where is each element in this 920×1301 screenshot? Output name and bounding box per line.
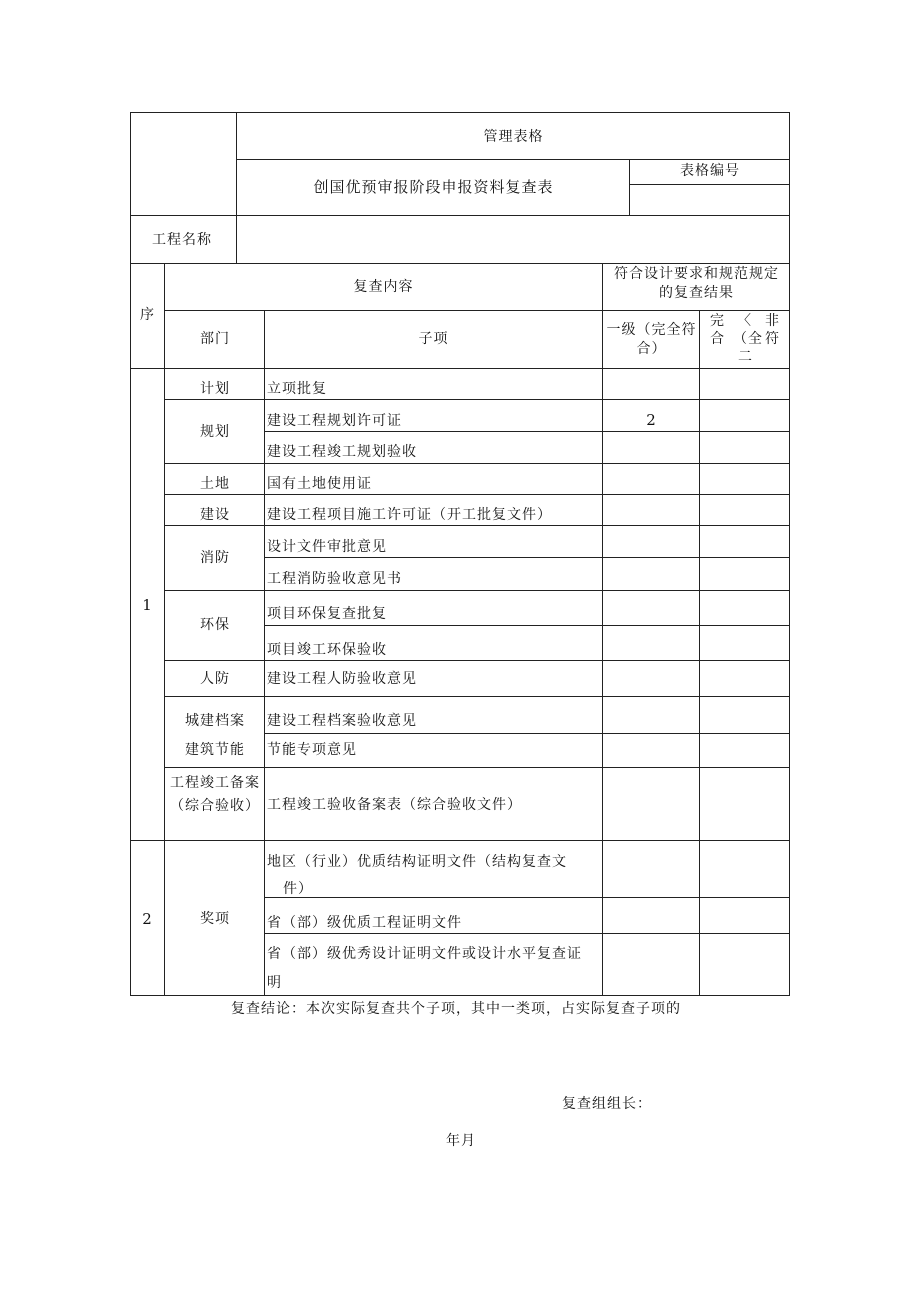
item-planning-permit: 建设工程规划许可证 bbox=[267, 413, 402, 429]
dept-archive: 城建档案 bbox=[185, 713, 245, 729]
item-planning-acceptance: 建设工程竣工规划验收 bbox=[267, 444, 417, 460]
rule bbox=[264, 310, 265, 996]
dept-energy: 建筑节能 bbox=[185, 742, 245, 758]
item-approval: 立项批复 bbox=[267, 381, 327, 397]
item-structure-cert-line2: 件） bbox=[283, 881, 313, 897]
partial-header-1: 〈 bbox=[737, 313, 752, 329]
full-compliance-header-2: 合 bbox=[710, 331, 725, 347]
rule bbox=[265, 431, 790, 432]
item-design-cert-line1: 省（部）级优秀设计证明文件或设计水平复查证 bbox=[267, 946, 582, 962]
rule bbox=[602, 263, 603, 996]
rule bbox=[130, 995, 790, 996]
dept-land: 土地 bbox=[200, 476, 230, 492]
rule bbox=[265, 557, 790, 558]
rule bbox=[630, 184, 790, 185]
dept-planning: 规划 bbox=[200, 424, 230, 440]
item-civil-defense: 建设工程人防验收意见 bbox=[267, 671, 417, 687]
item-design-cert-line2: 明 bbox=[267, 975, 282, 991]
date-label: 年月 bbox=[446, 1133, 476, 1149]
dept-awards: 奖项 bbox=[200, 911, 230, 927]
dept-plan: 计划 bbox=[200, 381, 230, 397]
section-1-seq: 1 bbox=[142, 596, 153, 614]
team-leader-label: 复查组组长： bbox=[562, 1096, 652, 1112]
dept-header: 部门 bbox=[200, 331, 230, 347]
form-title: 创国优预审报阶段申报资料复查表 bbox=[313, 178, 554, 196]
partial-header-3: 二 bbox=[738, 349, 753, 365]
level1-header-line1: 一级（完全符 bbox=[606, 322, 697, 338]
rule bbox=[265, 897, 790, 898]
rule bbox=[130, 840, 790, 841]
item-quality-cert: 省（部）级优质工程证明文件 bbox=[267, 915, 462, 931]
rule bbox=[237, 159, 790, 160]
item-structure-cert-line1: 地区（行业）优质结构证明文件（结构复查文 bbox=[267, 854, 567, 870]
dept-construction: 建设 bbox=[200, 507, 230, 523]
rule bbox=[130, 263, 790, 264]
item-land-certificate: 国有土地使用证 bbox=[267, 476, 372, 492]
dept-completion-line2: （综合验收） bbox=[170, 798, 260, 814]
rule bbox=[165, 696, 790, 697]
rule bbox=[165, 525, 790, 526]
content-header: 复查内容 bbox=[353, 279, 414, 295]
review-conclusion: 复查结论：本次实际复查共个子项，其中一类项，占实际复查子项的 bbox=[231, 1001, 681, 1017]
item-fire-acceptance: 工程消防验收意见书 bbox=[267, 571, 402, 587]
rule bbox=[165, 494, 790, 495]
dept-environment: 环保 bbox=[200, 617, 230, 633]
level1-value: 2 bbox=[646, 411, 657, 429]
item-env-review: 项目环保复查批复 bbox=[267, 606, 387, 622]
rule bbox=[265, 933, 790, 934]
result-header-line2: 的复查结果 bbox=[659, 285, 734, 301]
level1-header-line2: 合） bbox=[636, 341, 667, 357]
rule bbox=[789, 112, 790, 996]
rule bbox=[130, 112, 131, 996]
item-env-acceptance: 项目竣工环保验收 bbox=[267, 642, 387, 658]
dept-fire: 消防 bbox=[200, 550, 230, 566]
rule bbox=[265, 625, 790, 626]
section-2-seq: 2 bbox=[142, 910, 153, 928]
rule bbox=[165, 399, 790, 400]
rule bbox=[130, 215, 790, 216]
item-header: 子项 bbox=[418, 331, 449, 347]
project-name-label: 工程名称 bbox=[152, 232, 212, 248]
item-construction-permit: 建设工程项目施工许可证（开工批复文件） bbox=[267, 507, 552, 523]
rule bbox=[165, 660, 790, 661]
management-form-title: 管理表格 bbox=[483, 129, 544, 145]
item-completion-record: 工程竣工验收备案表（综合验收文件） bbox=[267, 797, 522, 813]
rule bbox=[165, 590, 790, 591]
item-energy: 节能专项意见 bbox=[267, 742, 357, 758]
result-header-line1: 符合设计要求和规范规定 bbox=[614, 266, 779, 282]
form-number-label: 表格编号 bbox=[680, 163, 740, 179]
rule bbox=[165, 767, 790, 768]
rule bbox=[165, 310, 790, 311]
rule bbox=[130, 368, 790, 369]
partial-header-2: （全 bbox=[733, 331, 763, 347]
non-compliance-header-2: 符 bbox=[765, 331, 780, 347]
dept-completion-line1: 工程竣工备案 bbox=[170, 775, 260, 791]
item-archive-acceptance: 建设工程档案验收意见 bbox=[267, 713, 417, 729]
seq-header: 序 bbox=[140, 307, 155, 323]
rule bbox=[165, 463, 790, 464]
non-compliance-header-1: 非 bbox=[765, 313, 780, 329]
rule bbox=[130, 112, 790, 113]
full-compliance-header-1: 完 bbox=[710, 313, 725, 329]
rule bbox=[265, 733, 790, 734]
item-design-approval: 设计文件审批意见 bbox=[267, 539, 387, 555]
dept-civil-defense: 人防 bbox=[200, 671, 230, 687]
